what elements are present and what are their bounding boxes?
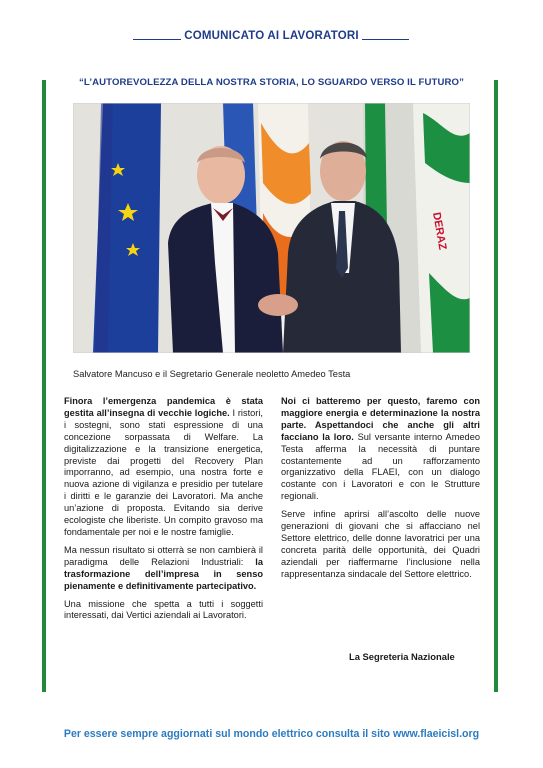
right-p1-rest: Sul versante interno Amedeo Testa afferma la necessità di puntare costantemente ad un rafforzamento organizzativo della FLAEI, con un dialogo costante con i Lavoratori e con le Strutture regionali. [281,431,480,502]
left-p1-bold: Finora l’emergenza pandemica è stata gestita all’insegna di vecchie logiche. [64,396,263,418]
left-paragraph-1 [64,396,263,539]
page-header [0,28,543,52]
footer-text: Per essere sempre aggiornati sul mondo elettrico consulta il sito www.flaeicisl.org [63,728,480,740]
left-column [64,396,263,628]
right-p1-bold: Noi ci batteremo per questo, faremo con maggiore energia e determinazione la nostra parte. Aspettandoci che anche gli altri facciano la loro. [281,396,480,442]
right-paragraph-1 [281,396,480,503]
headline: “L’AUTOREVOLEZZA DELLA NOSTRA STORIA, LO SGUARDO VERSO IL FUTURO” [79,77,464,88]
left-p2-bold: la trasformazione dell’impresa in senso pienamente e definitivamente partecipativo. [64,556,263,591]
flag-text: DERAZ [430,211,449,251]
left-p2-start: Ma nessun risultato si otterrà se non cambierà il paradigma delle Relazioni Industriali: [64,544,263,567]
photo-caption: Salvatore Mancuso e il Segretario Generale neoletto Amedeo Testa [73,369,351,379]
left-paragraph-2 [64,545,263,593]
right-green-bar [494,80,498,692]
left-paragraph-3: Una missione che spetta a tutti i soggetti interessati, dai Vertici aziendali ai Lavoratori. [64,598,263,621]
right-paragraph-2: Serve infine aprirsi all’ascolto delle nuove generazioni di giovani che si affacciano nel Settore elettrico, delle donne lavoratrici per una concreta parità delle opportunità, dei Quadri aziendali per riaffermarne l’inclusione nella rappresentanza sindacale del Settore elettrico. [281,509,480,579]
left-green-bar [42,80,46,692]
header-title: COMUNICATO AI LAVORATORI [0,30,543,42]
signature: La Segreteria Nazionale [349,651,455,662]
right-column [281,396,480,587]
left-p1-rest: I ristori, i sostegni, sono stati espressione di una concezione sorpassata di Welfare. La digitalizzazione e la transizione energetica, previste dai progetti del Recovery Plan imporranno, ad esempio, una nostra forte e nuova azione di vigilanza e presidio per tutelare i diritti e le garanzie dei Lavoratori. Ma anche un’azione di proposta. Evitando sia derive ecologiste che liberiste. Un compito gravoso ma fondamentale per noi e le nostre famiglie. [64,407,264,537]
photo-illustration [73,103,470,353]
handshake-photo [73,103,470,353]
